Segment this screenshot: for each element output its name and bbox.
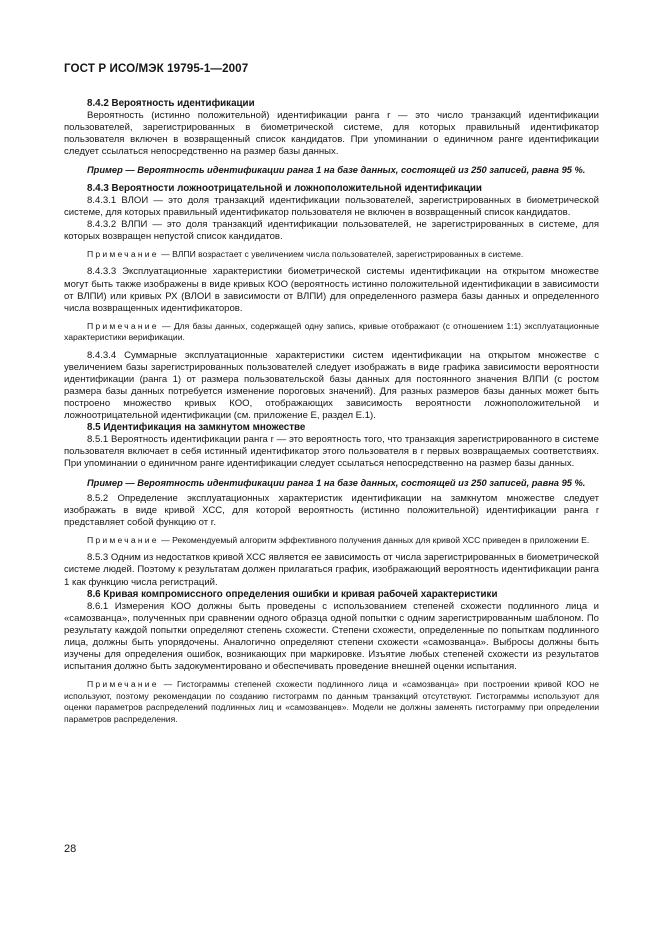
note-label: Примечание (87, 249, 159, 260)
example: Пример — Вероятность идентификации ранга 1 на базе данных, состоящей из 250 записей, равна 95 %. (87, 165, 586, 176)
note-text: — Рекомендуемый алгоритм эффективного получения данных для кривой ХСС приведен в приложении Е. (158, 534, 590, 545)
section-heading-8-4-3: 8.4.3 Вероятности ложноотрицательной и ложноположительной идентификации (87, 182, 482, 194)
note-label: Примечание (87, 679, 159, 690)
paragraph: Вероятность (истинно положительной) идентификации ранга r — это число транзакций идентификации пользователей, зарегистрированных в биометрической системе, для которых правильный идентификатор пользователя включен в возвращенный список кандидатов. При упоминании о единичном ранге идентификации следует ссылаться непосредственно на размер базы данных. (64, 110, 599, 158)
section-heading-8-4-2: 8.4.2 Вероятность идентификации (87, 98, 255, 109)
paragraph: 8.4.3.3 Эксплуатационные характеристики биометрической системы идентификации на открытом множестве могут быть также изображены в виде кривых КОО (вероятность истинно положительной идентификации в зависимости от ВЛПИ) или кривых РХ (ВЛОИ в зависимости от ВЛПИ) для определенного размера базы данных и определенного числа возвращенных идентификаторов. (64, 266, 599, 314)
example: Пример — Вероятность идентификации ранга 1 на базе данных, состоящей из 250 записей, равна 95 %. (87, 477, 586, 488)
note-label: Примечание (87, 320, 159, 331)
document-header: ГОСТ Р ИСО/МЭК 19795-1—2007 (64, 62, 249, 75)
note-text: — ВЛПИ возрастает с увеличением числа пользователей, зарегистрированных в системе. (158, 249, 524, 260)
note (64, 535, 599, 546)
paragraph: 8.5.3 Одним из недостатков кривой ХСС является ее зависимость от числа зарегистрированных в биометрической системе людей. Поэтому к результатам должен прилагаться график, изображающий вероятность идентификации ранга 1 как функцию числа регистраций. (64, 552, 599, 588)
paragraph: 8.4.3.1 ВЛОИ — это доля транзакций идентификации пользователей, зарегистрированных в биометрической системе, для которых правильный идентификатор пользователя не включен в возвращенный список кандидатов. (64, 194, 599, 218)
note (64, 321, 599, 344)
note-text: — Гистограммы степеней схожести подлинного лица и «самозванца» при построении кривой КОО не используют, поэтому рекомендации по созданию гистограмм по данным транзакций отсутствуют. Гистограммы используют для оценки параметров распределений подлинных лиц и «самозванцев». Модели не должны заменять гистограмму при определении параметров распределения. (64, 679, 599, 724)
paragraph: 8.5.2 Определение эксплуатационных характеристик идентификации на замкнутом множестве следует изображать в виде кривой ХСС, для которой вероятность (истинно положительной) идентификации ранга r представляет собой функцию от r. (64, 492, 599, 528)
note (64, 679, 599, 725)
paragraph: 8.4.3.2 ВЛПИ — это доля транзакций идентификации пользователей, не зарегистрированных в системе, для которых возвращен непустой список кандидатов. (64, 218, 599, 242)
note-label: Примечание (87, 534, 159, 545)
note-text: — Для базы данных, содержащей одну запись, кривые отображают (с отношением 1:1) эксплуатационные характеристики верификации. (64, 320, 599, 343)
note (64, 249, 599, 260)
section-heading-8-5: 8.5 Идентификация на замкнутом множестве (87, 422, 306, 434)
paragraph: 8.5.1 Вероятность идентификации ранга r — это вероятность того, что транзакция зарегистрированного в системе пользователя включает в себя истинный идентификатор этого пользователя в r первых возвращаемых соответствиях. При упоминании о единичном ранге идентификации следует ссылаться непосредственно на размер базы данных. (64, 434, 599, 470)
document-body (64, 94, 599, 725)
page-number: 28 (64, 843, 77, 855)
paragraph: 8.6.1 Измерения КОО должны быть проведены с использованием степеней схожести подлинного лица и «самозванца», полученных при сравнении одного образца одной попытки с одним зарегистрированным шаблоном. По результату каждой попытки определяют степень схожести. Степени схожести, определенные по попыткам подлинного лица, должны быть упорядочены. Аналогично определяют степени схожести «самозванца». Выбросы должны быть изучены для определения ошибок, возникающих при маркировке. Изъятие любых степеней схожести из результатов испытания должно быть задокументировано и обеспечивать проведение внешней оценки испытания. (64, 600, 599, 673)
section-heading-8-6: 8.6 Кривая компромиссного определения ошибки и кривая рабочей характеристики (87, 588, 498, 600)
paragraph: 8.4.3.4 Суммарные эксплуатационные характеристики систем идентификации на открытом множестве с увеличением базы зарегистрированных пользователей следует изображать в виде графика зависимости вероятности идентификации (ранга 1) от размера пользовательской базы данных для постоянного значения ВЛПИ (с ростом размера базы данных потребуется изменение пороговых значений). Для разных размеров базы данных может быть построено множество кривых КОО, отображающих зависимость вероятности ложноположительной и ложноотрицательной идентификации (см. приложение Е, раздел Е.1). (64, 349, 599, 422)
